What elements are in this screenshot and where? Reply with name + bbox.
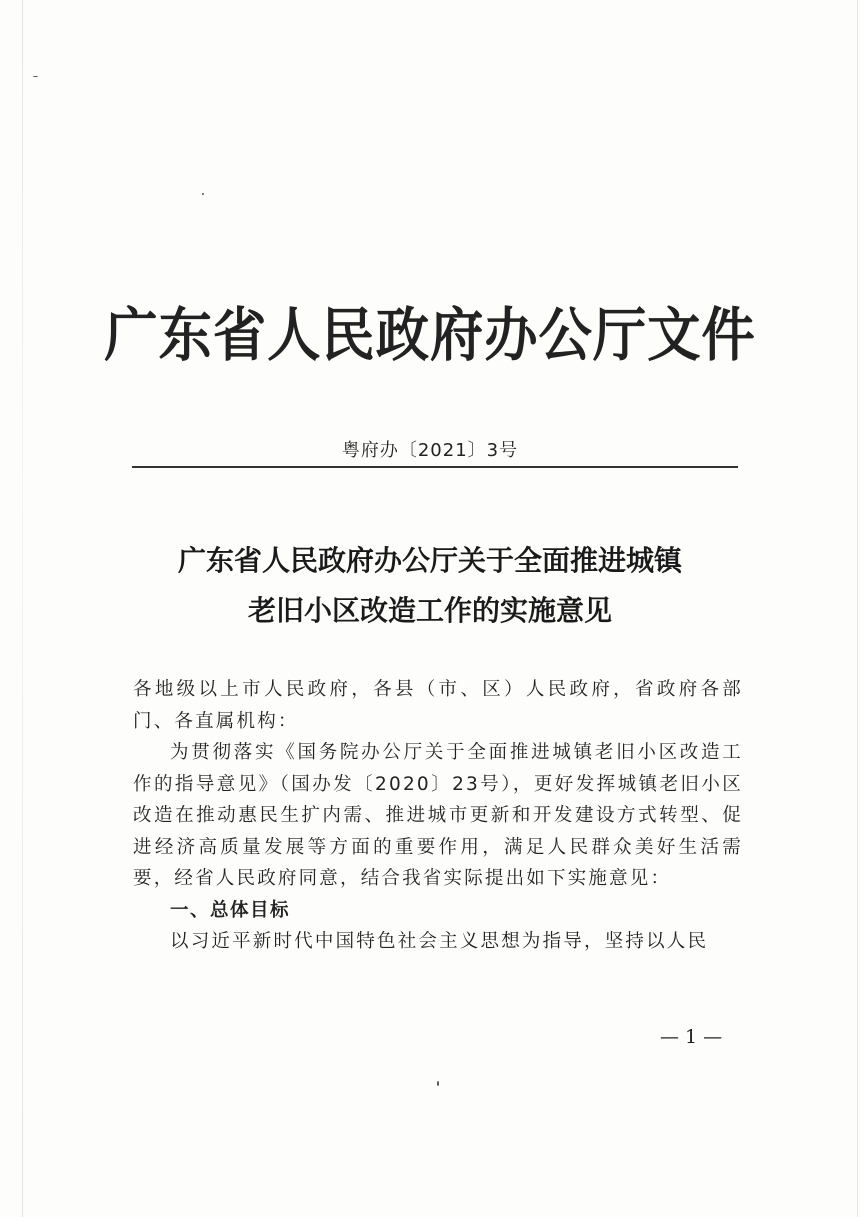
- body-paragraph: 以习近平新时代中国特色社会主义思想为指导，坚持以人民: [170, 931, 709, 952]
- issuer-header: 广东省人民政府办公厅文件: [104, 301, 756, 369]
- section-heading: 一、总体目标: [170, 899, 291, 921]
- scan-speck: [437, 1081, 439, 1086]
- header-divider: [132, 466, 738, 468]
- page-number: — 1 —: [660, 1026, 723, 1048]
- scan-speck: [33, 76, 38, 77]
- document-title-line-2: 老旧小区改造工作的实施意见: [247, 594, 612, 627]
- body-paragraph: 为贯彻落实《国务院办公厅关于全面推进城镇老旧小区改造工作的指导意见》（国办发〔2020〕23号），更好发挥城镇老旧小区改造在推动惠民生扩内需、推进城市更新和开发建设方式转型、促进经济高质量发展等方面的重要作用，满足人民群众美好生活需要，经省人民政府同意，结合我省实际提出如下实施意见：: [133, 742, 743, 889]
- document-title-line-1: 广东省人民政府办公厅关于全面推进城镇: [177, 544, 682, 577]
- scan-speck: [202, 193, 204, 195]
- document-body: [133, 674, 743, 958]
- document-number: 粤府办〔2021〕3号: [341, 440, 519, 461]
- salutation: 各地级以上市人民政府，各县（市、区）人民政府，省政府各部门、各直属机构：: [133, 679, 743, 732]
- document-title: [0, 536, 860, 636]
